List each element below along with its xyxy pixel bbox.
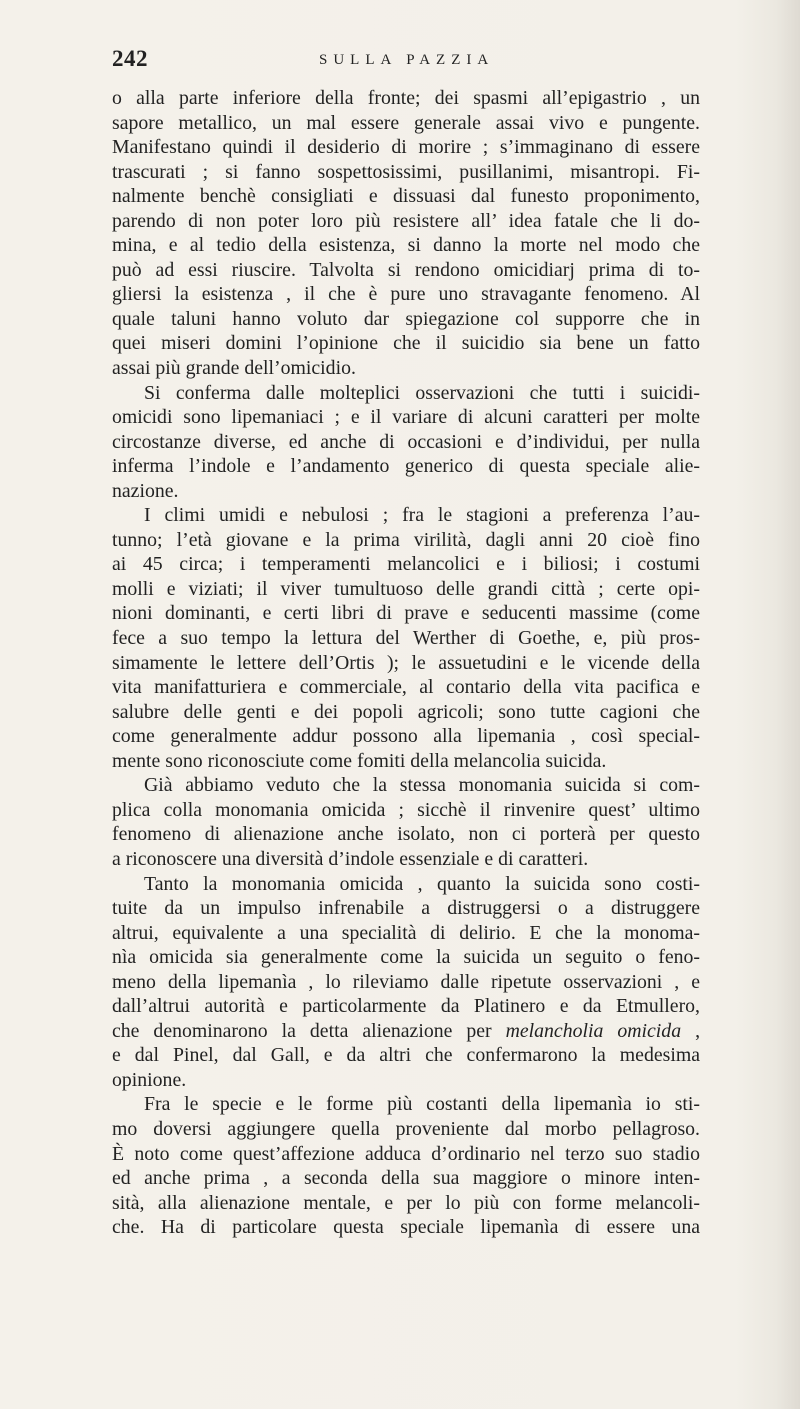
text-line: tuite da un impulso infrenabile a distruggersi o a distruggere bbox=[112, 897, 700, 920]
text-line: quale taluni hanno voluto dar spiegazione col supporre che in bbox=[112, 307, 700, 330]
text-line: omicidi sono lipemaniaci ; e il variare di alcuni caratteri per molte bbox=[112, 406, 700, 429]
text-line: inferma l’indole e l’andamento generico di questa speciale alie- bbox=[112, 455, 700, 478]
text-line: sapore metallico, un mal essere generale assai vivo e pungente. bbox=[112, 111, 700, 134]
text-line: plica colla monomania omicida ; sicchè il rinvenire quest’ ultimo bbox=[112, 798, 700, 821]
page-header bbox=[112, 46, 672, 78]
text-line: È noto come quest’affezione adduca d’ordinario nel terzo suo stadio bbox=[112, 1142, 700, 1165]
text-line: fenomeno di alienazione anche isolato, non ci porterà per questo bbox=[112, 823, 700, 846]
text-line: e dal Pinel, dal Gall, e da altri che confermarono la medesima bbox=[112, 1044, 700, 1067]
text-line: trascurati ; si fanno sospettosissimi, pusillanimi, misantropi. Fi- bbox=[112, 160, 700, 183]
running-head: SULLA PAZZIA bbox=[319, 52, 495, 68]
text-line: tunno; l’età giovane e la prima virilità, dagli anni 20 cioè fino bbox=[112, 528, 700, 551]
paragraph-start-line: Fra le specie e le forme più costanti della lipemanìa io sti- bbox=[144, 1093, 700, 1116]
text-line: molli e viziati; il viver tumultuoso delle grandi città ; certe opi- bbox=[112, 577, 700, 600]
text-line: gliersi la esistenza , il che è pure uno stravagante fenomeno. Al bbox=[112, 283, 700, 306]
paragraph-start-line: Tanto la monomania omicida , quanto la suicida sono costi- bbox=[144, 872, 700, 895]
paragraph-start-line: Si conferma dalle molteplici osservazioni che tutti i suicidi- bbox=[144, 381, 700, 404]
text-line: circostanze diverse, ed anche di occasioni e d’individui, per nulla bbox=[112, 430, 700, 453]
text-line: parendo di non poter loro più resistere all’ idea fatale che li do- bbox=[112, 209, 700, 232]
paragraph-end-line: a riconoscere una diversità d’indole essenziale e di caratteri. bbox=[112, 847, 589, 870]
text-line: ed anche prima , a seconda della sua maggiore o minore inten- bbox=[112, 1167, 700, 1190]
text-line: che. Ha di particolare questa speciale lipemanìa di essere una bbox=[112, 1216, 700, 1239]
page-number: 242 bbox=[112, 46, 148, 71]
paragraph-start-line: Già abbiamo veduto che la stessa monomania suicida si com- bbox=[144, 774, 700, 797]
text-line: può ad essi riuscire. Talvolta si rendono omicidiarj prima di to- bbox=[112, 258, 700, 281]
text-line: ai 45 circa; i temperamenti melancolici e i biliosi; i costumi bbox=[112, 553, 700, 576]
text-line: simamente le lettere dell’Ortis ); le assuetudini e le vicende della bbox=[112, 651, 700, 674]
text-line: fece a suo tempo la lettura del Werther di Goethe, e, più pros- bbox=[112, 627, 700, 650]
line-lead-text: che denominarono la detta alienazione per bbox=[112, 1019, 506, 1042]
body-text bbox=[112, 86, 700, 1240]
text-line: dall’altrui autorità e particolarmente da Platinero e da Etmullero, bbox=[112, 995, 700, 1018]
text-line: nioni dominanti, e certi libri di prave e seducenti massime (come bbox=[112, 602, 700, 625]
paragraph-end-line: opinione. bbox=[112, 1068, 187, 1091]
text-line: sità, alla alienazione mentale, e per lo più con forme melancoli- bbox=[112, 1191, 700, 1214]
italic-term: melancholia omicida bbox=[505, 1019, 682, 1042]
text-line: mo doversi aggiungere quella proveniente dal morbo pellagroso. bbox=[112, 1117, 700, 1140]
paragraph-end-line: assai più grande dell’omicidio. bbox=[112, 357, 356, 380]
text-line: come generalmente addur possono alla lipemania , così special- bbox=[112, 725, 700, 748]
text-line-with-italic bbox=[112, 1019, 700, 1044]
paragraph-end-line: nazione. bbox=[112, 479, 179, 502]
text-line: nìa omicida sia generalmente come la suicida un seguito o feno- bbox=[112, 946, 700, 969]
text-line: meno della lipemanìa , lo rileviamo dalle ripetute osservazioni , e bbox=[112, 970, 700, 993]
text-line: vita manifatturiera e commerciale, al contario della vita pacifica e bbox=[112, 676, 700, 699]
paragraph-start-line: I climi umidi e nebulosi ; fra le stagioni a preferenza l’au- bbox=[144, 504, 700, 527]
text-line: salubre delle genti e dei popoli agricoli; sono tutte cagioni che bbox=[112, 700, 700, 723]
text-line: o alla parte inferiore della fronte; dei spasmi all’epigastrio , un bbox=[112, 87, 700, 109]
text-line: quei miseri domini l’opinione che il suicidio sia bene un fatto bbox=[112, 332, 700, 355]
paragraph-end-line: mente sono riconosciute come fomiti della melancolia suicida. bbox=[112, 749, 607, 772]
text-line: mina, e al tedio della esistenza, si danno la morte nel modo che bbox=[112, 234, 700, 257]
line-tail-text: , bbox=[681, 1019, 700, 1042]
text-line: nalmente benchè consigliati e dissuasi dal funesto proponimento, bbox=[112, 185, 700, 208]
text-line: Manifestano quindi il desiderio di morire ; s’immaginano di essere bbox=[112, 136, 700, 159]
text-line: altrui, equivalente a una specialità di delirio. E che la monoma- bbox=[112, 921, 700, 944]
